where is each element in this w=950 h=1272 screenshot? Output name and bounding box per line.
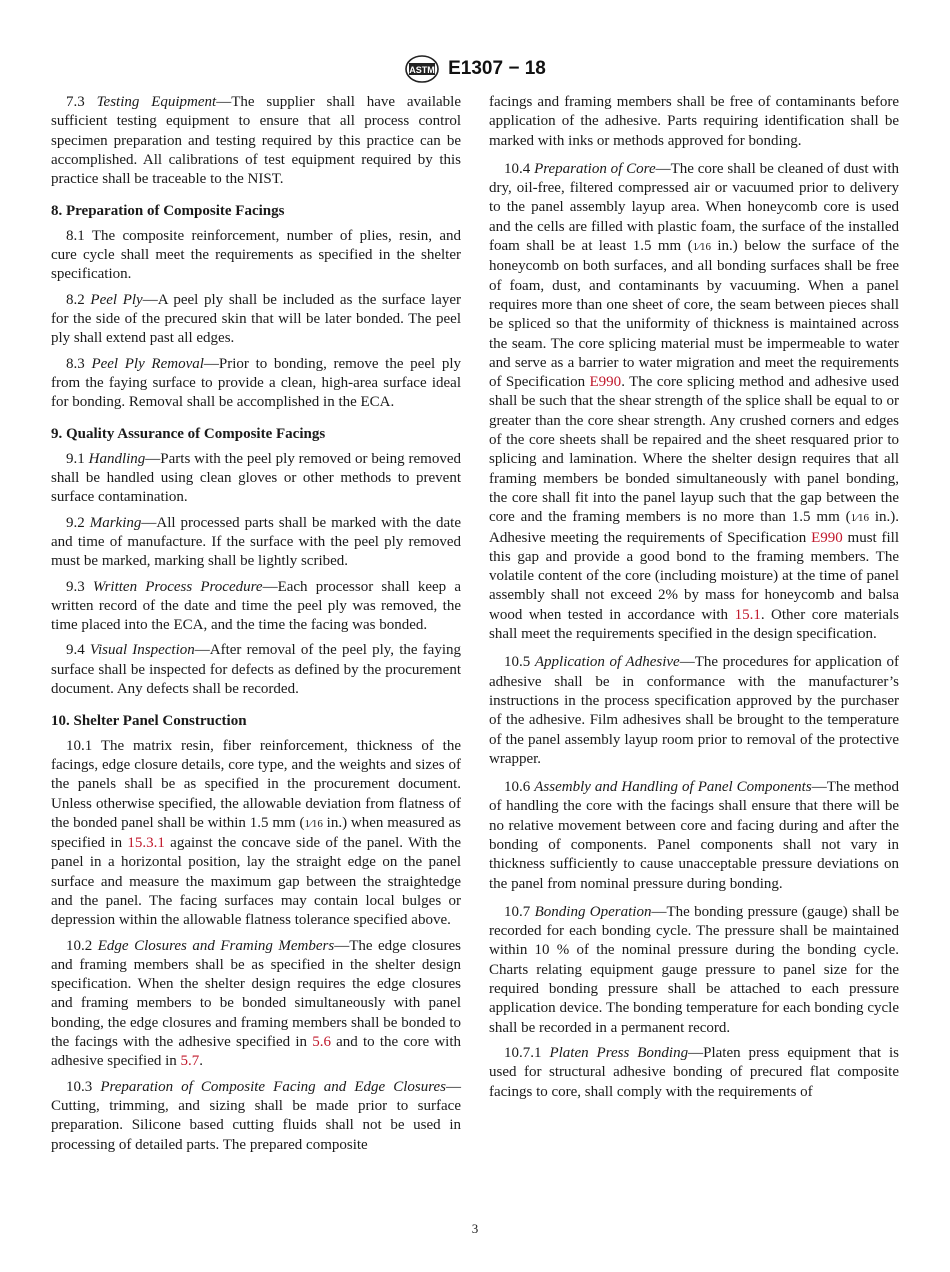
page-header (0, 52, 950, 86)
section-8-heading: 8. Preparation of Composite Facings (51, 203, 285, 220)
astm-logo-icon (404, 54, 440, 84)
section-10-3-continued: facings and framing members shall be free of contaminants before application of the adhesive. Parts requiring identification shall be marked with inks or methods approved for bonding. (489, 94, 899, 149)
section-9-2: 9.2 Marking—All processed parts shall be marked with the date and time of manufacture. If the surface with the peel ply removed must be marked, marking shall be lightly scribed. (51, 514, 461, 570)
left-column (51, 93, 461, 1155)
section-8-1: 8.1 The composite reinforcement, number of plies, resin, and cure cycle shall meet the requirements as specified in the shelter specification. (51, 227, 461, 283)
right-column (489, 93, 899, 1102)
ref-link-15-1[interactable]: 15.1 (734, 606, 761, 623)
ref-link-5-6[interactable]: 5.6 (312, 1034, 331, 1051)
section-10-4: 10.4 Preparation of Core—The core shall be cleaned of dust with dry, oil-free, filtered compressed air or vacuumed prior to delivery to the panel assembly layup area. When honeycomb core is used and the cells are filled with plastic foam, the surface of the installed foam shall be at least 1.5 mm (1⁄16 in.) below the surface of the honeycomb on both surfaces, and all bonding surfaces shall be free of foam, dust, and contaminants by vacuuming. When a panel requires more than one sheet of core, the seam between pieces shall be spliced so that the uniformity of thickness is maintained across the seam. The core splicing material must be impermeable to water and serve as a barrier to water migration and meet the requirements of Specification E990. The core splicing method and adhesive used shall be such that the shear strength of the splice shall be equal to or greater than the core shear strength. Any crushed corners and edges of the core sheets shall be repaired and the sheet resquared prior to splicing and lamination. Where the shelter design requires that all framing members be bonded simultaneously with panel bonding, the core shall fit into the panel layup such that the gap between the core and the framing members is no more than 1.5 mm (1⁄16 in.). Adhesive meeting the requirements of Specification E990 must fill this gap and provide a good bond to the framing members. The volatile content of the core (including moisture) at the time of panel assembly shall not exceed 2% by mass for honeycomb and balsa wood when tested in accordance with 15.1. Other core materials shall meet the requirements specified in the design specification. (489, 160, 900, 643)
section-10-1: 10.1 The matrix resin, fiber reinforcement, thickness of the facings, edge closure details, core type, and the weights and sizes of the panels shall be as specified in the procurement document. Unless otherwise specified, the allowable deviation from flatness of the bonded panel shall be within 1.5 mm (1⁄16 in.) when measured as specified in 15.3.1 against the concave side of the panel. With the panel in a horizontal position, lay the straight edge on the panel surface and measure the maximum gap between the straightedge and the panel. The facing surfaces may contain local bulges or depression within the allowable flatness tolerance specified above. (51, 737, 462, 929)
section-10-heading: 10. Shelter Panel Construction (51, 713, 247, 730)
section-9-heading: 9. Quality Assurance of Composite Facings (51, 426, 326, 443)
section-7-3: 7.3 Testing Equipment—The supplier shall have available sufficient testing equipment to ensure that all process control specimen preparation and testing required by this practice can be accomplished. All calibrations of test equipment required by this practice shall be traceable to the NIST. (51, 94, 461, 188)
section-10-7: 10.7 Bonding Operation—The bonding pressure (gauge) shall be recorded for each bonding cycle. The pressure shall be maintained within 10 % of the nominal pressure during the bonding cycle. Charts relating equipment gauge pressure to panel size for the required bonding pressure shall be attached to each pressure application device. The bonding temperature for each bonding cycle shall be recorded in a permanent record. (489, 903, 900, 1036)
section-8-3: 8.3 Peel Ply Removal—Prior to bonding, remove the peel ply from the faying surface to provide a clean, high-area surface ideal for bonding. Removal shall be accomplished in the ECA. (51, 355, 461, 411)
section-8-2: 8.2 Peel Ply—A peel ply shall be included as the surface layer for the side of the precured skin that will be later bonded. The peel ply shall extend past all edges. (51, 291, 461, 347)
section-9-3: 9.3 Written Process Procedure—Each processor shall keep a written record of the date and time the peel ply was removed, the time placed into the ECA, and the time the facing was bonded. (51, 578, 462, 634)
page-number: 3 (471, 1221, 479, 1236)
document-designation: E1307 − 18 (448, 58, 546, 79)
section-9-1: 9.1 Handling—Parts with the peel ply removed or being removed shall be handled using clean gloves or other methods to prevent surface contamination. (51, 450, 462, 506)
section-10-2: 10.2 Edge Closures and Framing Members—The edge closures and framing members shall be as specified in the shelter design specification. When the shelter design requires the edge closures and framing members to be bonded simultaneously with panel bonding, the edge closures and framing members shall be bonded to the facings with the adhesive specified in 5.6 and to the core with adhesive specified in 5.7. (51, 937, 461, 1070)
section-10-7-1: 10.7.1 Platen Press Bonding—Platen press equipment that is used for structural adhesive bonding of precured flat composite facings to core, shall comply with the requirements of (489, 1044, 900, 1100)
ref-link-e990[interactable]: E990 (811, 529, 843, 546)
section-10-6: 10.6 Assembly and Handling of Panel Components—The method of handling the core with the facings shall ensure that there will be no relative movement between core and facing during and after the bonding of components. Panel components shall not vary in thickness sufficiently to cause unacceptable pressure deviations on the panel from nominal pressure during bonding. (489, 779, 899, 892)
ref-link-15-3-1[interactable]: 15.3.1 (127, 835, 165, 852)
svg-text:ASTM: ASTM (409, 65, 435, 75)
section-9-4: 9.4 Visual Inspection—After removal of the peel ply, the faying surface shall be inspected for defects as defined by the procurement document. Any defects shall be recorded. (51, 642, 461, 698)
section-10-5: 10.5 Application of Adhesive—The procedures for application of adhesive shall be in conformance with the manufacturer’s instructions in the process specification approved by the purchaser of the adhesive. Film adhesives shall be brought to the temperature of the panel assembly layup room prior to removal of the protective wrapper. (489, 654, 900, 767)
ref-link-5-7[interactable]: 5.7 (180, 1053, 200, 1070)
ref-link-e990[interactable]: E990 (589, 374, 622, 391)
section-10-3: 10.3 Preparation of Composite Facing and Edge Closures—Cutting, trimming, and sizing shall be made prior to surface preparation. Silicone based cutting fluids shall not be used in processing of detailed parts. The prepared composite (51, 1078, 461, 1153)
